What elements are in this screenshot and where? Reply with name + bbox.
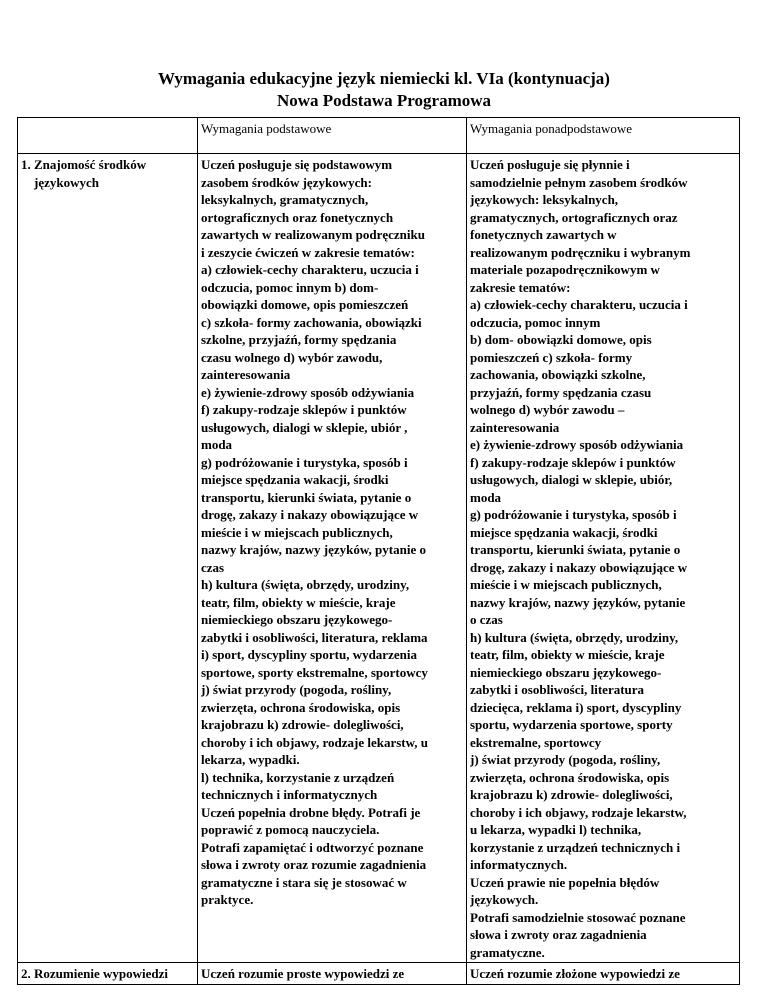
cell-text-line: odczucia, pomoc innym b) dom- — [201, 279, 379, 295]
cell-text-line: językowych: leksykalnych, — [470, 192, 619, 207]
cell-text-line: gramatyczne. — [470, 944, 545, 960]
cell-text-line: zasobem środków językowych: — [201, 174, 372, 190]
cell-text-line: h) kultura (święta, obrzędy, urodziny, — [470, 629, 679, 645]
cell-text-line: wolnego d) wybór zawodu – — [470, 402, 625, 417]
cell-text-line: i zeszycie ćwiczeń w zakresie tematów: — [201, 244, 415, 260]
cell-text-line: transportu, kierunki świata, pytanie o — [470, 542, 681, 557]
cell-text-line: u lekarza, wypadki l) technika, — [470, 822, 642, 837]
cell-text-line: leksykalnych, gramatycznych, — [201, 192, 369, 207]
cell-text-line: a) człowiek-cechy charakteru, uczucia i — [470, 297, 688, 312]
cell-text-line: czas — [201, 559, 225, 575]
cell-text-line: zwierzęta, ochrona środowiska, opis — [201, 699, 401, 715]
cell-text-line: nazwy krajów, nazwy języków, pytanie — [470, 594, 686, 610]
requirements-table — [17, 117, 740, 985]
cell-text-line: zawartych w realizowanym podręczniku — [201, 227, 425, 242]
cell-text-line: pomieszczeń c) szkoła- formy — [470, 349, 633, 365]
cell-text-line: b) dom- obowiązki domowe, opis — [470, 332, 652, 347]
cell-text-line: nazwy krajów, nazwy języków, pytanie o — [201, 542, 426, 557]
cell-text-line: gramatycznych, ortograficznych oraz — [470, 209, 678, 225]
table-row — [18, 963, 740, 985]
cell-text-line: drogę, zakazy i nakazy obowiązujące w — [470, 559, 688, 575]
cell-text-line: e) żywienie-zdrowy sposób odżywiania — [470, 437, 684, 452]
cell-text-line: lekarza, wypadki. — [201, 752, 300, 767]
cell-text-line: materiale pozapodręcznikowym w — [470, 262, 660, 277]
basic-requirements-cell — [198, 963, 467, 985]
cell-text-line: teatr, film, obiekty w mieście, kraje — [201, 594, 396, 610]
cell-text-line: słowa i zwroty oraz zagadnienia — [470, 927, 647, 942]
cell-text-line: h) kultura (święta, obrzędy, urodziny, — [201, 577, 410, 592]
cell-text-line: f) zakupy-rodzaje sklepów i punktów — [201, 402, 407, 417]
cell-text-line: odczucia, pomoc innym — [470, 314, 601, 330]
cell-text-line: teatr, film, obiekty w mieście, kraje — [470, 647, 665, 662]
cell-text-line: moda — [470, 489, 502, 505]
cell-text-line: usługowych, dialogi w sklepie, ubiór , — [201, 419, 408, 435]
cell-text-line: Uczeń posługuje się podstawowym — [201, 157, 393, 172]
cell-text-line: krajobrazu k) zdrowie- dolegliwości, — [201, 717, 404, 732]
cell-text-line: miejsce spędzania wakacji, środki — [470, 524, 658, 540]
advanced-requirements-cell — [467, 963, 740, 985]
cell-text-line: Uczeń rozumie złożone wypowiedzi ze — [470, 966, 680, 981]
cell-text-line: j) świat przyrody (pogoda, rośliny, — [201, 682, 392, 697]
cell-text-line: f) zakupy-rodzaje sklepów i punktów — [470, 454, 676, 470]
cell-text-line: mieście i w miejscach publicznych, — [470, 577, 662, 592]
cell-text-line: zakresie tematów: — [470, 279, 571, 295]
cell-text-line: słowa i zwroty oraz rozumie zagadnienia — [201, 857, 427, 872]
cell-text-line: gramatyczne i stara się je stosować w — [201, 874, 407, 890]
cell-text-line: miejsce spędzania wakacji, środki — [201, 472, 389, 487]
cell-text-line: Uczeń posługuje się płynnie i — [470, 157, 630, 172]
cell-text-line: zwierzęta, ochrona środowiska, opis — [470, 769, 670, 785]
cell-text-line: mieście i w miejscach publicznych, — [201, 524, 393, 540]
cell-text-line: ekstremalne, sportowcy — [470, 734, 602, 750]
cell-text-line: niemieckiego obszaru językowego- — [201, 612, 393, 627]
cell-text-line: Potrafi zapamiętać i odtworzyć poznane — [201, 839, 424, 855]
cell-text-line: 2. Rozumienie wypowiedzi — [21, 966, 168, 981]
cell-text-line: transportu, kierunki świata, pytanie o — [201, 489, 412, 505]
cell-text-line: niemieckiego obszaru językowego- — [470, 664, 662, 680]
cell-text-line: przyjaźń, formy spędzania czasu — [470, 384, 652, 400]
cell-text-line: e) żywienie-zdrowy sposób odżywiania — [201, 384, 415, 400]
cell-text-line: informatycznych. — [470, 857, 568, 872]
cell-text-line: samodzielnie pełnym zasobem środków — [470, 174, 688, 190]
cell-text-line: językowych — [34, 174, 99, 190]
cell-text-line: językowych. — [470, 892, 539, 907]
cell-text-line: sportu, wydarzenia sportowe, sporty — [470, 717, 673, 732]
cell-text-line: g) podróżowanie i turystyka, sposób i — [470, 507, 677, 522]
cell-text-line: g) podróżowanie i turystyka, sposób i — [201, 454, 408, 470]
cell-text-line: zabytki i osobliwości, literatura — [470, 682, 645, 697]
cell-text-line: zabytki i osobliwości, literatura, reklama — [201, 629, 428, 645]
header-cell-empty — [18, 118, 198, 154]
basic-requirements-cell — [198, 154, 467, 963]
row-label-cell — [18, 154, 198, 963]
cell-text-line: szkolne, przyjaźń, formy spędzania — [201, 332, 397, 347]
cell-text-line: sportowe, sporty ekstremalne, sportowcy — [201, 664, 428, 680]
cell-text-line: zainteresowania — [470, 419, 560, 435]
cell-text-line: poprawić z pomocą nauczyciela. — [201, 822, 380, 837]
header-cell-advanced: Wymagania ponadpodstawowe — [467, 118, 740, 154]
cell-text-line: czasu wolnego d) wybór zawodu, — [201, 349, 383, 365]
cell-text-line: obowiązki domowe, opis pomieszczeń — [201, 297, 409, 312]
cell-text-line: l) technika, korzystanie z urządzeń — [201, 769, 395, 785]
header-cell-basic: Wymagania podstawowe — [198, 118, 467, 154]
cell-text-line: realizowanym podręczniku i wybranym — [470, 244, 691, 260]
cell-text-line: zachowania, obowiązki szkolne, — [470, 367, 646, 382]
advanced-requirements-cell — [467, 154, 740, 963]
cell-text-line: zainteresowania — [201, 367, 291, 382]
cell-text-line: 1. Znajomość środków — [21, 157, 147, 172]
cell-text-line: technicznych i informatycznych — [201, 787, 378, 802]
table-row — [18, 154, 740, 963]
cell-text-line: choroby i ich objawy, rodzaje lekarstw, — [470, 804, 687, 820]
cell-text-line: drogę, zakazy i nakazy obowiązujące w — [201, 507, 419, 522]
title-line-2: Nowa Podstawa Programowa — [276, 91, 492, 110]
cell-text-line: fonetycznych zawartych w — [470, 227, 617, 242]
cell-text-line: i) sport, dyscypliny sportu, wydarzenia — [201, 647, 417, 662]
document-title — [0, 68, 768, 112]
cell-text-line: praktyce. — [201, 892, 254, 907]
cell-text-line: j) świat przyrody (pogoda, rośliny, — [470, 752, 661, 767]
cell-text-line: c) szkoła- formy zachowania, obowiązki — [201, 314, 422, 330]
cell-text-line: moda — [201, 437, 233, 452]
cell-text-line: Potrafi samodzielnie stosować poznane — [470, 909, 686, 925]
cell-text-line: dziecięca, reklama i) sport, dyscypliny — [470, 699, 682, 715]
cell-text-line: usługowych, dialogi w sklepie, ubiór, — [470, 472, 673, 487]
cell-text-line: krajobrazu k) zdrowie- dolegliwości, — [470, 787, 673, 802]
table-header-row — [18, 118, 740, 154]
cell-text-line: korzystanie z urządzeń technicznych i — [470, 839, 681, 855]
title-line-1: Wymagania edukacyjne język niemiecki kl. VIa (kontynuacja) — [158, 69, 610, 88]
cell-text-line: Uczeń prawie nie popełnia błędów — [470, 874, 660, 890]
cell-text-line: Uczeń popełnia drobne błędy. Potrafi je — [201, 804, 421, 820]
cell-text-line: a) człowiek-cechy charakteru, uczucia i — [201, 262, 419, 277]
cell-text-line: choroby i ich objawy, rodzaje lekarstw, u — [201, 734, 429, 750]
row-label-cell — [18, 963, 198, 985]
cell-text-line: Uczeń rozumie proste wypowiedzi ze — [201, 966, 405, 981]
cell-text-line: ortograficznych oraz fonetycznych — [201, 209, 394, 225]
cell-text-line: o czas — [470, 612, 503, 627]
